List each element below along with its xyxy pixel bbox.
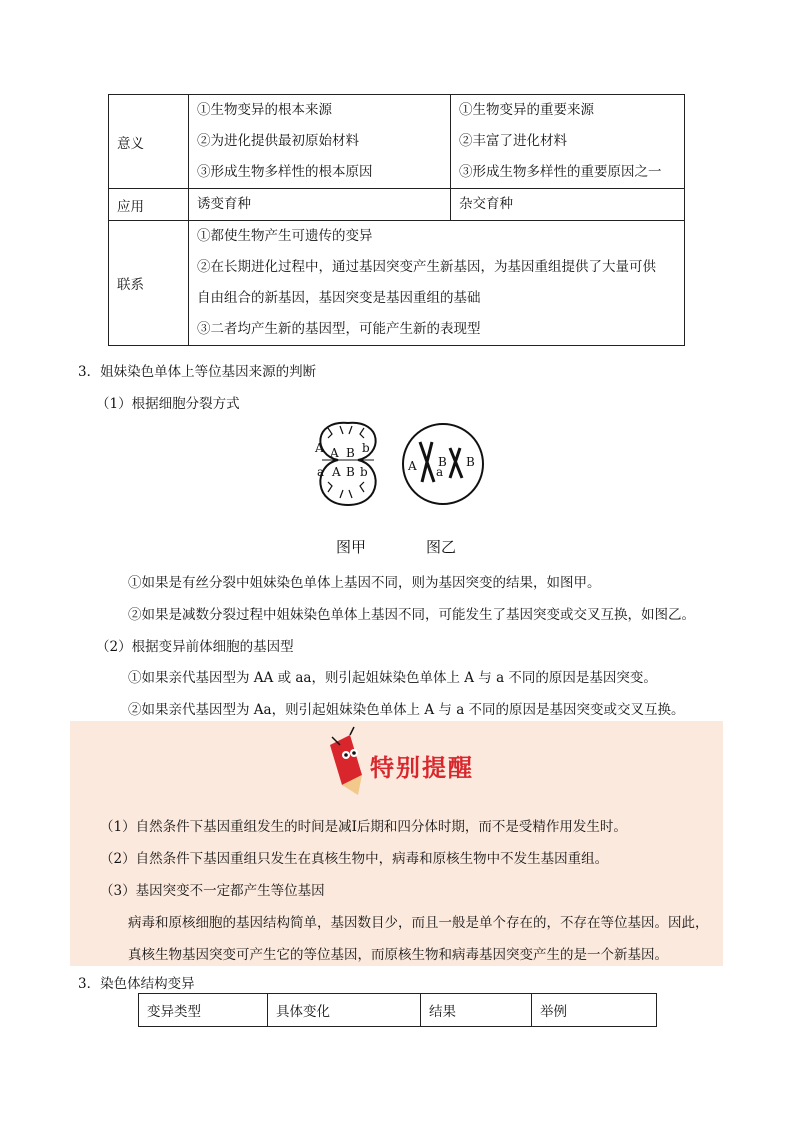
column-header: 结果 [421, 994, 532, 1027]
section-heading: 3．姐妹染色单体上等位基因来源的判断 [78, 364, 317, 380]
gene-label: B [346, 465, 355, 479]
table-row [109, 95, 685, 189]
table-cell [189, 95, 451, 189]
paragraph: ①如果亲代基因型为 AA 或 aa，则引起姐妹染色单体上 A 与 a 不同的原因是基因突变。 [128, 670, 657, 686]
cell-line: ②在长期进化过程中，通过基因突变产生新基因，为基因重组提供了大量可供 [197, 259, 656, 275]
spindle-fibers-top [328, 426, 364, 438]
chromosome-labels-yi [407, 455, 475, 479]
gene-label: a [317, 465, 325, 479]
table-header-row [139, 994, 657, 1027]
spindle-fibers-bottom [328, 482, 364, 498]
cell-line: ①生物变异的重要来源 [459, 102, 594, 118]
cell-line: ③二者均产生新的基因型，可能产生新的表现型 [197, 321, 481, 337]
column-header: 举例 [532, 994, 657, 1027]
section-heading: 3．染色体结构变异 [78, 976, 195, 992]
gene-label: A [408, 459, 417, 473]
table-row [109, 221, 685, 346]
gene-label: B [466, 455, 475, 469]
dividing-cell-outline [320, 423, 375, 505]
column-header: 具体变化 [268, 994, 421, 1027]
row-label: 应用 [109, 189, 189, 221]
cell-line: ②为进化提供最初原始材料 [197, 133, 359, 149]
chromosome-pair-right [450, 448, 462, 478]
figure-label-jia: 图甲 [336, 538, 367, 556]
table-cell [451, 95, 685, 189]
chromosome-labels-top [314, 441, 370, 460]
row-label: 意义 [109, 95, 189, 189]
cell-line: ③形成生物多样性的重要原因之一 [459, 164, 662, 180]
gene-label: B [438, 455, 447, 469]
gene-label: A [330, 446, 339, 460]
tip-line: 病毒和原核细胞的基因结构简单，基因数目少，而且一般是单个存在的，不存在等位基因。因此， [128, 915, 709, 931]
paragraph: ①如果是有丝分裂中姐妹染色单体上基因不同，则为基因突变的结果，如图甲。 [128, 575, 601, 591]
cell-line: 自由组合的新基因，基因突变是基因重组的基础 [197, 290, 481, 306]
cell-line: ②丰富了进化材料 [459, 133, 567, 149]
table-cell [189, 221, 685, 346]
tip-line: （1）自然条件下基因重组发生的时间是减Ⅰ后期和四分体时期，而不是受精作用发生时。 [100, 819, 627, 835]
paragraph: ②如果是减数分裂过程中姐妹染色单体上基因不同，可能发生了基因突变或交叉互换，如图乙。 [128, 607, 695, 623]
tip-line: 真核生物基因突变可产生它的等位基因，而原核生物和病毒基因突变产生的是一个新基因。 [128, 947, 668, 963]
gene-label: b [360, 465, 368, 479]
cell-division-figure [308, 420, 488, 560]
row-label: 联系 [109, 221, 189, 346]
cell-line: ①都使生物产生可遗传的变异 [197, 228, 373, 244]
table-cell [189, 189, 451, 221]
tip-line: （3）基因突变不一定都产生等位基因 [100, 883, 325, 899]
tip-line: （2）自然条件下基因重组只发生在真核生物中，病毒和原核生物中不发生基因重组。 [100, 851, 609, 867]
paragraph: ②如果亲代基因型为 Aa，则引起姐妹染色单体上 A 与 a 不同的原因是基因突变或交叉互换。 [128, 702, 685, 718]
cell-line: 诱变育种 [197, 196, 251, 212]
cell-line: ③形成生物多样性的根本原因 [197, 164, 373, 180]
subheading: （2）根据变异前体细胞的基因型 [96, 639, 294, 655]
gene-label: A [332, 465, 341, 479]
subheading: （1）根据细胞分裂方式 [96, 396, 240, 412]
gene-label: A [315, 441, 324, 455]
gene-label: B [346, 446, 355, 460]
gene-label: b [362, 441, 370, 455]
comparison-table [108, 94, 685, 346]
column-header: 变异类型 [139, 994, 268, 1027]
structure-variation-table [138, 993, 657, 1027]
gene-label: a [436, 465, 444, 479]
table-row [109, 189, 685, 221]
table-cell [451, 189, 685, 221]
tip-title: 特别提醒 [370, 754, 474, 782]
figure-label-yi: 图乙 [426, 538, 457, 556]
chromosome-pair-left [420, 442, 434, 482]
cell-line: ①生物变异的根本来源 [197, 102, 332, 118]
cell-line: 杂交育种 [459, 196, 513, 212]
